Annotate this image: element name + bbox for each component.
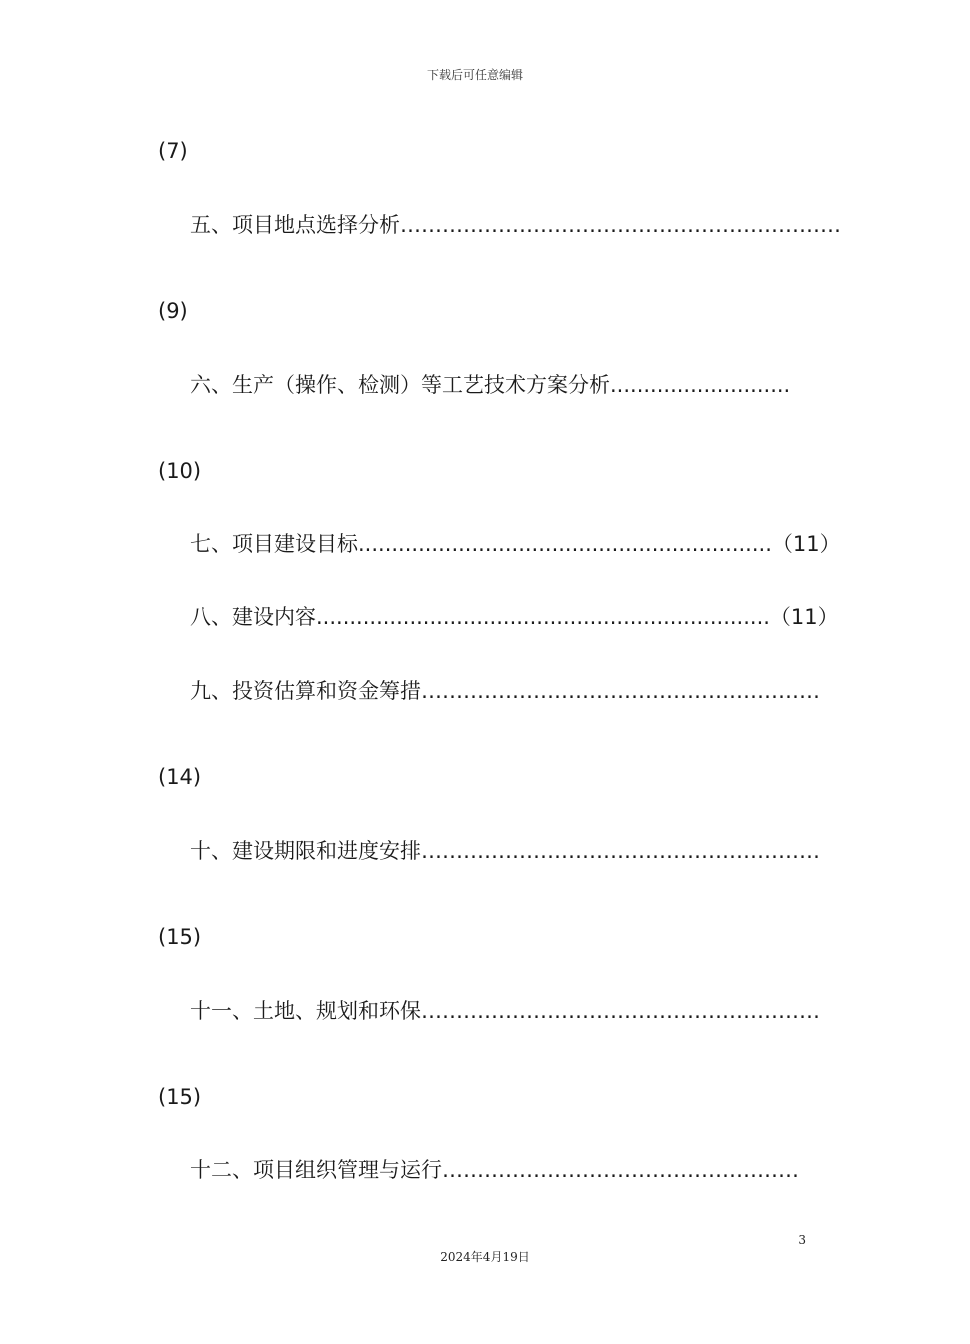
page-header: 下载后可任意编辑 (426, 68, 523, 82)
toc-page-number: (14) (158, 765, 202, 789)
toc-page-number: (10) (158, 459, 202, 483)
toc-entry[interactable] (190, 212, 841, 238)
toc-entry[interactable] (190, 604, 839, 630)
toc-leader: …………………………………………… (442, 1158, 799, 1182)
toc-leader: .............................................................. (358, 532, 772, 556)
toc-entry[interactable] (190, 372, 806, 398)
toc-page-number: (9) (158, 299, 188, 323)
toc-leader: ........................... (610, 373, 791, 397)
toc-entry-title: 十二、项目组织管理与运行 (190, 1158, 442, 1182)
toc-entry-title: 十、建设期限和进度安排 (190, 839, 421, 863)
toc-entry[interactable] (190, 998, 820, 1024)
toc-entry[interactable] (190, 678, 820, 704)
toc-leader: ………………………………………………… (421, 839, 820, 863)
toc-entry[interactable] (190, 1157, 806, 1183)
page-number: 3 (798, 1233, 806, 1247)
toc-leader: ………………………………………………… (421, 999, 820, 1023)
toc-page-number: (7) (158, 139, 188, 163)
toc-entry-title: 七、项目建设目标 (190, 532, 358, 556)
footer-date: 2024年4月19日 (440, 1250, 530, 1264)
toc-entry-title: 九、投资估算和资金筹措 (190, 679, 421, 703)
toc-leader: ………………………………………………… (421, 679, 820, 703)
toc-entry-page: （11） (769, 605, 839, 629)
toc-entry[interactable] (190, 531, 841, 557)
toc-leader: .................................................................... (316, 605, 770, 629)
toc-entry-title: 十一、土地、规划和环保 (190, 999, 421, 1023)
toc-entry-page: （11） (771, 532, 841, 556)
toc-leader: ……………………………………………………… (400, 213, 841, 237)
toc-entry-title: 六、生产（操作、检测）等工艺技术方案分析 (190, 373, 610, 397)
toc-entry[interactable] (190, 838, 820, 864)
toc-entry-title: 八、建设内容 (190, 605, 316, 629)
toc-page-number: (15) (158, 1085, 202, 1109)
toc-page-number: (15) (158, 925, 202, 949)
toc-entry-title: 五、项目地点选择分析 (190, 213, 400, 237)
